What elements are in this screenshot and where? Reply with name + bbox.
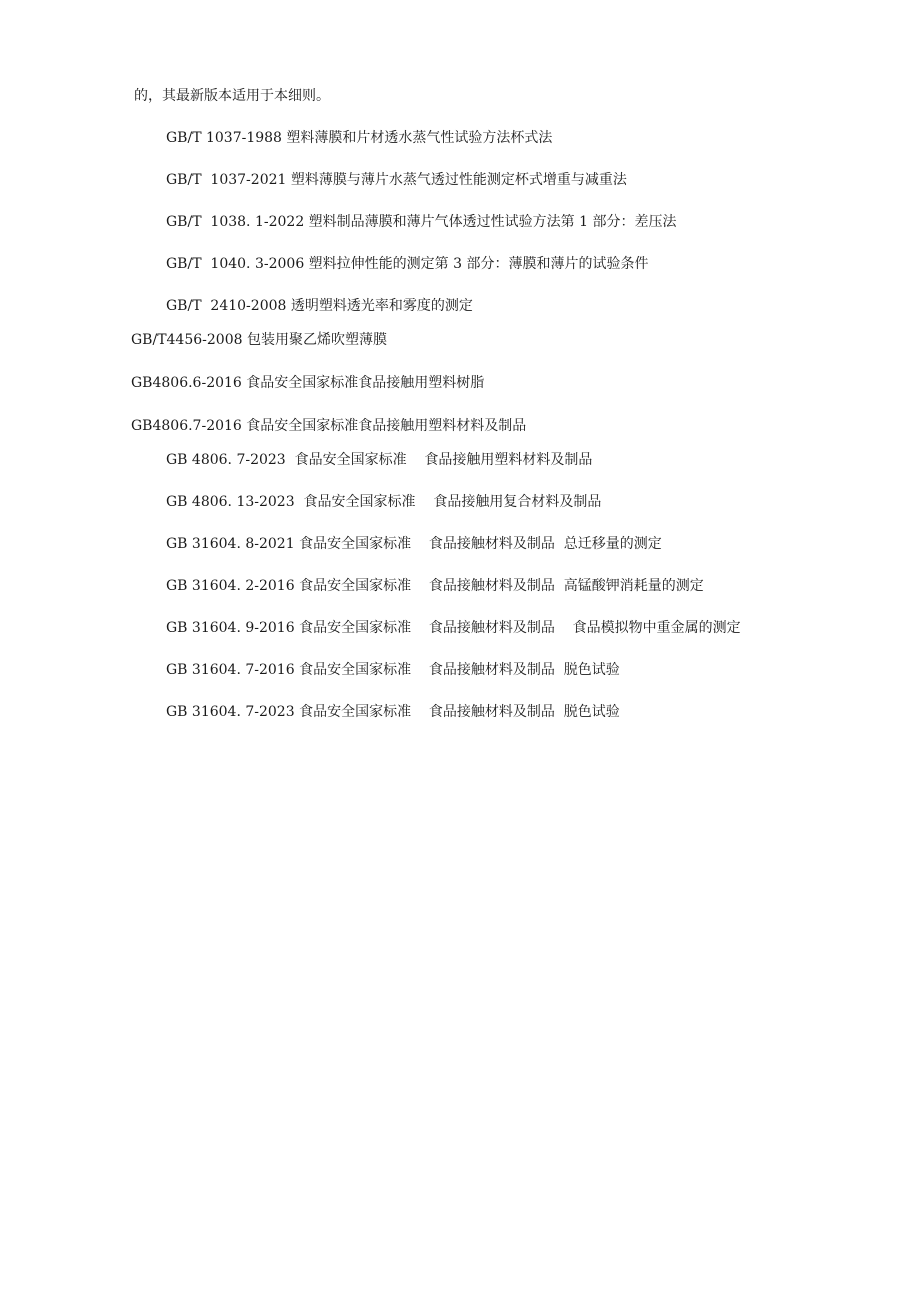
intro-continuation-line: 的，其最新版本适用于本细则。 (134, 88, 330, 104)
standard-ref-gb-4806-13-2023: GB 4806. 13-2023 食品安全国家标准 食品接触用复合材料及制品 (166, 494, 602, 510)
standard-ref-gbt-1037-1988: GB/T 1037-1988 塑料薄膜和片材透水蒸气性试验方法杯式法 (166, 130, 553, 146)
standard-ref-gb-31604-8-2021: GB 31604. 8-2021 食品安全国家标准 食品接触材料及制品 总迁移量的测定 (166, 536, 662, 552)
standard-ref-gbt-4456-2008: GB/T4456-2008 包装用聚乙烯吹塑薄膜 (131, 332, 387, 348)
standard-ref-gbt-2410-2008: GB/T 2410-2008 透明塑料透光率和雾度的测定 (166, 298, 473, 314)
standard-ref-gb-4806-6-2016: GB4806.6-2016 食品安全国家标准食品接触用塑料树脂 (131, 375, 485, 391)
standard-ref-gbt-1037-2021: GB/T 1037-2021 塑料薄膜与薄片水蒸气透过性能测定杯式增重与减重法 (166, 172, 627, 188)
standard-ref-gb-31604-7-2023: GB 31604. 7-2023 食品安全国家标准 食品接触材料及制品 脱色试验 (166, 704, 620, 720)
standard-ref-gb-4806-7-2023: GB 4806. 7-2023 食品安全国家标准 食品接触用塑料材料及制品 (166, 452, 593, 468)
standard-ref-gb-31604-7-2016: GB 31604. 7-2016 食品安全国家标准 食品接触材料及制品 脱色试验 (166, 662, 620, 678)
standard-ref-gb-31604-2-2016: GB 31604. 2-2016 食品安全国家标准 食品接触材料及制品 高锰酸钾消耗量的测定 (166, 578, 704, 594)
standard-ref-gbt-1038-1-2022: GB/T 1038. 1-2022 塑料制品薄膜和薄片气体透过性试验方法第 1 部分：差压法 (166, 214, 677, 230)
standard-ref-gb-4806-7-2016: GB4806.7-2016 食品安全国家标准食品接触用塑料材料及制品 (131, 418, 527, 434)
standard-ref-gbt-1040-3-2006: GB/T 1040. 3-2006 塑料拉伸性能的测定第 3 部分：薄膜和薄片的试验条件 (166, 256, 649, 272)
standard-ref-gb-31604-9-2016: GB 31604. 9-2016 食品安全国家标准 食品接触材料及制品 食品模拟物中重金属的测定 (166, 620, 741, 636)
